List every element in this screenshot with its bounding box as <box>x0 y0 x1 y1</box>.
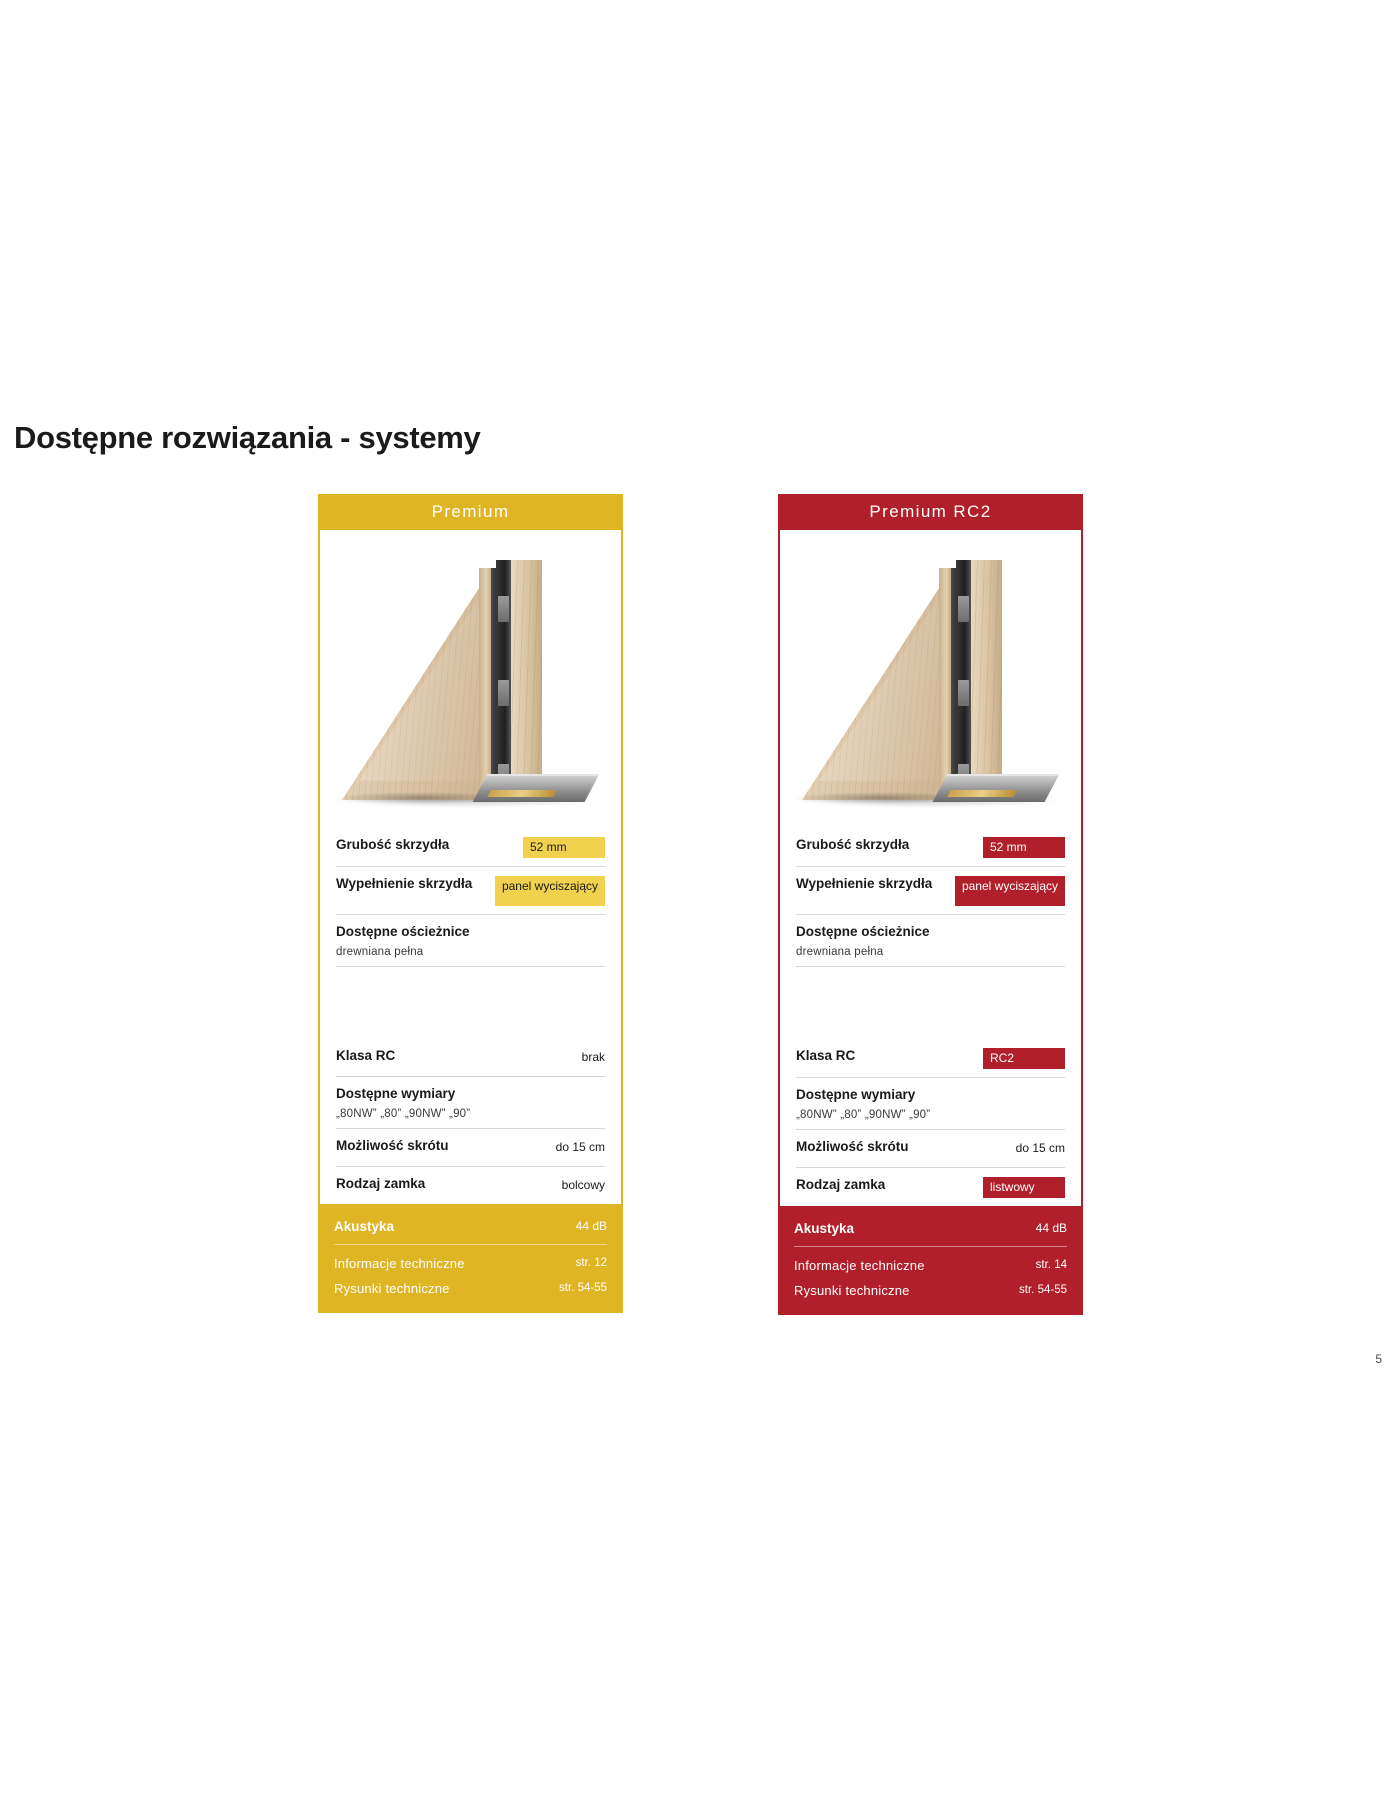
spec-row-sizes <box>796 1078 1065 1130</box>
product-card-premium-rc2 <box>778 494 1083 1315</box>
card-footer-premium-rc2 <box>778 1206 1083 1315</box>
spec-value-badge: panel wyciszający <box>495 876 605 906</box>
footer-label: Informacje techniczne <box>334 1255 465 1271</box>
spec-value: do 15 cm <box>1015 1140 1065 1155</box>
card-header-premium-rc2: Premium RC2 <box>778 494 1083 530</box>
threshold-gold-strip <box>947 790 1017 797</box>
spec-label: Rodzaj zamka <box>336 1175 426 1191</box>
card-footer-premium <box>318 1204 623 1313</box>
door-illustration-premium <box>320 530 621 820</box>
spec-label: Dostępne wymiary <box>336 1085 456 1101</box>
footer-value: 44 dB <box>575 1219 607 1234</box>
spec-row-lock-type <box>796 1168 1065 1206</box>
door-leaf-graphic <box>802 568 952 800</box>
spec-label: Klasa RC <box>796 1047 856 1063</box>
spec-value-badge: listwowy <box>983 1177 1065 1198</box>
spec-label: Dostępne wymiary <box>796 1086 916 1102</box>
spec-sublabel: drewniana pełna <box>796 945 884 958</box>
hinge-icon <box>958 680 969 706</box>
door-frame-graphic <box>496 560 542 802</box>
spec-spacer <box>336 967 605 1039</box>
spec-value-badge: 52 mm <box>523 837 605 858</box>
spec-row-filling <box>796 867 1065 915</box>
spec-row-sizes <box>336 1077 605 1129</box>
spec-value-badge: 52 mm <box>983 837 1065 858</box>
product-card-premium <box>318 494 623 1313</box>
spec-label: Klasa RC <box>336 1047 396 1063</box>
spec-value-badge: panel wyciszający <box>955 876 1065 906</box>
spec-row-filling <box>336 867 605 915</box>
spec-value-badge: RC2 <box>983 1048 1065 1069</box>
spec-label: Dostępne ościeżnice <box>796 924 930 939</box>
spec-label: Grubość skrzydła <box>336 837 450 852</box>
spec-value: do 15 cm <box>555 1139 605 1154</box>
footer-page-ref: str. 12 <box>575 1257 607 1270</box>
footer-label: Informacje techniczne <box>794 1257 925 1273</box>
door-threshold-graphic <box>933 774 1060 802</box>
door-illustration-graphic <box>320 530 621 820</box>
card-body-premium <box>318 530 623 1204</box>
door-threshold-graphic <box>473 774 600 802</box>
hinge-icon <box>498 596 509 622</box>
footer-label: Akustyka <box>794 1220 855 1236</box>
hinge-icon <box>958 596 969 622</box>
door-frame-graphic <box>956 560 1002 802</box>
hinge-icon <box>498 680 509 706</box>
spec-row-frames <box>796 915 1065 967</box>
spec-row-thickness <box>796 828 1065 867</box>
spec-sublabel: „80NW” „80” „90NW” „90” <box>796 1108 931 1121</box>
door-illustration-premium-rc2 <box>780 530 1081 820</box>
footer-row-tech-info[interactable] <box>334 1251 607 1276</box>
spec-label: Możliwość skrótu <box>796 1138 909 1154</box>
spec-row-rc-class <box>336 1039 605 1077</box>
spec-value: brak <box>581 1049 605 1064</box>
door-frame-jamb <box>970 560 1002 802</box>
footer-value: 44 dB <box>1035 1221 1067 1236</box>
spec-row-lock-type <box>336 1167 605 1204</box>
threshold-gold-strip <box>487 790 557 797</box>
card-header-premium: Premium <box>318 494 623 530</box>
spec-list-premium <box>320 820 621 1204</box>
footer-row-tech-drawings[interactable] <box>794 1278 1067 1303</box>
spec-row-thickness <box>336 828 605 867</box>
spec-label: Grubość skrzydła <box>796 837 910 852</box>
spec-row-frames <box>336 915 605 967</box>
card-body-premium-rc2 <box>778 530 1083 1206</box>
footer-row-tech-info[interactable] <box>794 1253 1067 1278</box>
spec-label: Wypełnienie skrzydła <box>796 876 933 891</box>
spec-label: Wypełnienie skrzydła <box>336 876 473 891</box>
footer-label: Rysunki techniczne <box>334 1280 450 1296</box>
footer-page-ref: str. 54-55 <box>1019 1284 1067 1297</box>
page-title: Dostępne rozwiązania - systemy <box>14 420 481 455</box>
spec-sublabel: drewniana pełna <box>336 945 424 958</box>
door-frame-jamb <box>510 560 542 802</box>
spec-value: bolcowy <box>561 1177 605 1192</box>
door-leaf-graphic <box>342 568 492 800</box>
spec-list-premium-rc2 <box>780 820 1081 1206</box>
spec-row-rc-class <box>796 1039 1065 1078</box>
footer-label: Akustyka <box>334 1218 395 1234</box>
spec-row-shortening <box>796 1130 1065 1168</box>
spec-label: Dostępne ościeżnice <box>336 924 470 939</box>
footer-row-acoustics <box>794 1216 1067 1247</box>
page-number: 5 <box>1375 1352 1382 1366</box>
spec-label: Możliwość skrótu <box>336 1137 449 1153</box>
door-illustration-graphic <box>780 530 1081 820</box>
spec-spacer <box>796 967 1065 1039</box>
footer-row-acoustics <box>334 1214 607 1245</box>
footer-row-tech-drawings[interactable] <box>334 1276 607 1301</box>
footer-page-ref: str. 14 <box>1035 1259 1067 1272</box>
spec-label: Rodzaj zamka <box>796 1176 886 1192</box>
spec-sublabel: „80NW” „80” „90NW” „90” <box>336 1107 471 1120</box>
footer-label: Rysunki techniczne <box>794 1282 910 1298</box>
spec-row-shortening <box>336 1129 605 1167</box>
footer-page-ref: str. 54-55 <box>559 1282 607 1295</box>
